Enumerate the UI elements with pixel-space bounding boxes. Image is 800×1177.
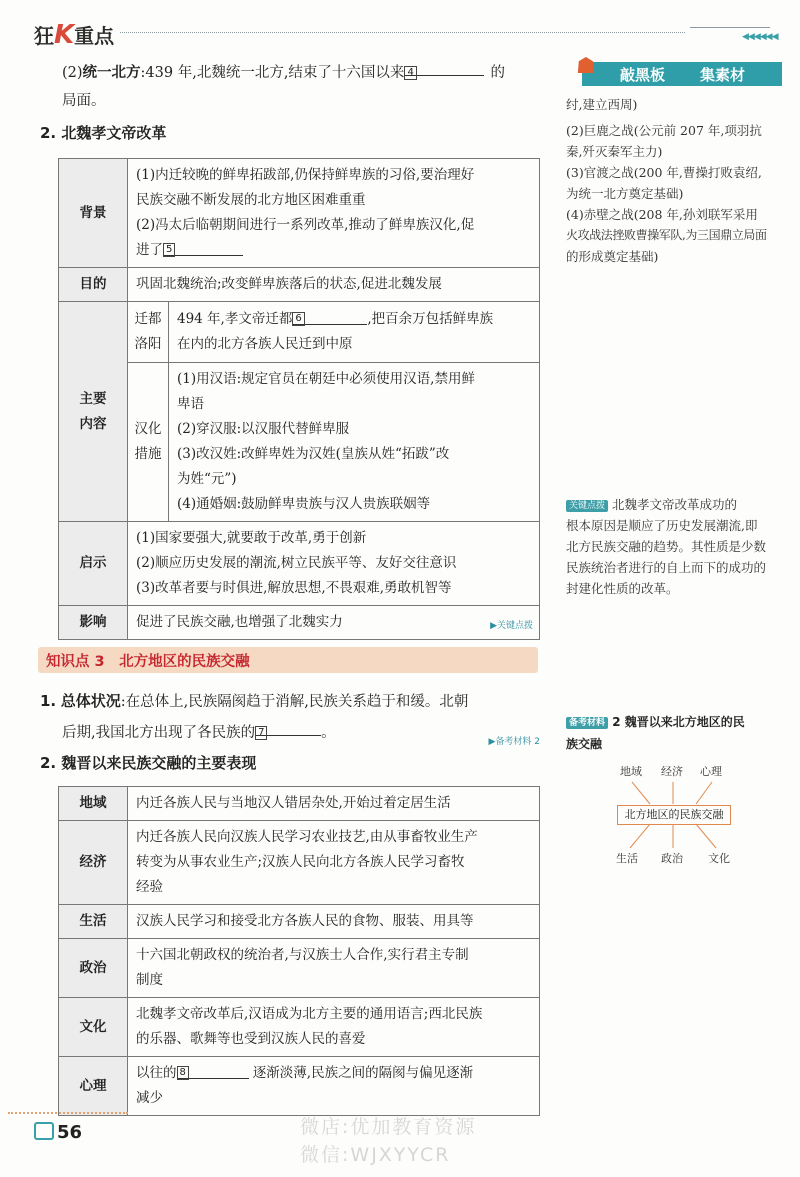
material-line: 纣,建立西周) (566, 97, 638, 112)
arrow-strip-icon: ◀◀◀◀◀◀ (742, 32, 778, 42)
fill-blank-8[interactable]: 8 (177, 1061, 249, 1079)
knowledge-point-banner (38, 647, 538, 673)
sidebar-material-list (566, 94, 786, 267)
insight-line: (1)国家要强大,就要敢于改革,勇于创新 (136, 530, 367, 546)
sidebar-head-subtitle: 集素材 (700, 66, 746, 84)
life-text: 汉族人民学习和接受北方各族人民的食物、服装、用具等 (128, 905, 540, 939)
key-point-tag: 关键点拨 (566, 500, 608, 512)
teacher-icon: ☗ (576, 54, 596, 79)
background-line: 民族交融不断发展的北方地区困难重重 (136, 192, 366, 208)
label-region: 地域 (59, 787, 128, 821)
diagram-node-politics: 政治 (661, 852, 683, 865)
diagram-node-life: 生活 (616, 852, 638, 865)
section-title-reform: 2. 北魏孝文帝改革 (40, 124, 167, 142)
diagram-node-economy: 经济 (661, 765, 683, 778)
mentality-line: 减少 (136, 1090, 163, 1106)
fusion-row (59, 939, 540, 998)
insight-line: (2)顺应历史发展的潮流,树立民族平等、友好交往意识 (136, 555, 457, 571)
han-line: 为姓“元”) (177, 471, 237, 487)
mentality-line: 以往的 8 逐渐淡薄,民族之间的隔阂与偏见逐渐 (136, 1061, 531, 1086)
background-line: (2)冯太后临朝期间进行一系列改革,推动了鲜卑族汉化,促 (136, 217, 475, 233)
label-culture: 文化 (59, 998, 128, 1057)
key-point-link[interactable]: ▶关键点拨 (490, 621, 533, 631)
label-economy: 经济 (59, 821, 128, 905)
key-point-line: 封建化性质的改革。 (566, 581, 679, 596)
label-insight: 启示 (59, 522, 128, 606)
diagram-center-node: 北方地区的民族交融 (617, 805, 731, 825)
culture-line: 的乐器、歌舞等也受到汉族人民的喜爱 (136, 1031, 366, 1047)
row-background (59, 159, 540, 268)
fusion-table (58, 786, 540, 1116)
move-line: 494 年,孝文帝迁都 6 ,把百余万包括鲜卑族 (177, 307, 531, 332)
material-line: 为统一北方奠定基础) (566, 186, 684, 201)
sidebar-header (576, 54, 782, 86)
label-life: 生活 (59, 905, 128, 939)
purpose-text: 巩固北魏统治;改变鲜卑族落后的状态,促进北魏发展 (128, 268, 540, 302)
footer-divider (8, 1112, 128, 1114)
diagram-node-culture: 文化 (708, 852, 730, 865)
han-line: 卑语 (177, 396, 204, 412)
fusion-row (59, 821, 540, 905)
header-divider (120, 32, 685, 33)
material-line: 秦,歼灭秦军主力) (566, 144, 663, 159)
page-header (0, 0, 800, 56)
fill-blank-7[interactable]: 7 (255, 718, 321, 736)
material-line: (4)赤壁之战(208 年,孙刘联军采用 (566, 207, 758, 222)
label-politics: 政治 (59, 939, 128, 998)
fusion-row (59, 998, 540, 1057)
economy-line: 内迁各族人民向汉族人民学习农业技艺,由从事畜牧业生产 (136, 829, 478, 845)
key-point-note: 关键点拨 北魏孝文帝改革成功的 根本原因是顺应了历史发展潮流,即 北方民族交融的趋势。其性质是少数 民族统治者进行的自上而下的成功的 封建化性质的改革。 (566, 494, 786, 599)
background-line: 进了 5 (136, 238, 531, 263)
diagram-node-mentality: 心理 (700, 765, 722, 778)
unification-paragraph-end: 局面。 (62, 93, 106, 109)
material-line: (3)官渡之战(200 年,曹操打败袁绍, (566, 165, 762, 180)
background-line: (1)内迁较晚的鲜卑拓跋部,仍保持鲜卑族的习俗,要治理好 (136, 167, 475, 183)
exam-material-link[interactable]: ▶备考材料 2 (488, 737, 540, 747)
han-line: (2)穿汉服:以汉服代替鲜卑服 (177, 421, 350, 437)
key-point-line: 民族统治者进行的自上而下的成功的 (566, 560, 767, 575)
politics-line: 十六国北朝政权的统治者,与汉族士人合作,实行君主专制 (136, 947, 469, 963)
watermark-wechat: 微信:WJXYYCR (300, 1144, 451, 1166)
label-mentality: 心理 (59, 1057, 128, 1116)
han-line: (4)通婚姻:鼓励鲜卑贵族与汉人贵族联姻等 (177, 496, 431, 512)
watermark-shop: 微店:优加教育资源 (300, 1116, 477, 1138)
row-content-move (59, 302, 540, 363)
general-situation-paragraph: 1. 总体状况:在总体上,民族隔阂趋于消解,民族关系趋于和缓。北朝 (40, 692, 469, 710)
reform-table (58, 158, 540, 640)
culture-line: 北魏孝文帝改革后,汉语成为北方主要的通用语言;西北民族 (136, 1006, 483, 1022)
politics-line: 制度 (136, 972, 163, 988)
insight-line: (3)改革者要与时俱进,解放思想,不畏艰难,勇敢机智等 (136, 580, 452, 596)
unification-paragraph: (2)统一北方:439 年,北魏统一北方,结束了十六国以来 4 的 (62, 58, 552, 88)
row-content-han (59, 363, 540, 522)
fusion-row (59, 905, 540, 939)
diagram-node-region: 地域 (620, 765, 642, 778)
label-background: 背景 (59, 159, 128, 268)
impact-text: 促进了民族交融,也增强了北魏实力 (136, 614, 343, 630)
general-situation-line2: 后期,我国北方出现了各民族的 7 。 ▶备考材料 2 (62, 718, 540, 748)
label-main-content: 主要 内容 (59, 302, 128, 522)
key-point-line: 北方民族交融的趋势。其性质是少数 (566, 539, 767, 554)
header-rule (690, 27, 770, 28)
section-title-fusion: 2. 魏晋以来民族交融的主要表现 (40, 754, 257, 772)
label-impact: 影响 (59, 606, 128, 640)
key-point-line: 根本原因是顺应了历史发展潮流,即 (566, 518, 758, 533)
fusion-row (59, 1057, 540, 1116)
book-icon (34, 1122, 54, 1140)
material-line: 的形成奠定基础) (566, 249, 659, 264)
material-line: (2)巨鹿之战(公元前 207 年,项羽抗 (566, 123, 762, 138)
han-line: (1)用汉语:规定官员在朝廷中必须使用汉语,禁用鲜 (177, 371, 475, 387)
economy-line: 经验 (136, 879, 163, 895)
brand-logo: 狂K重点 (34, 20, 115, 50)
economy-line: 转变为从事农业生产;汉族人民向北方各族人民学习畜牧 (136, 854, 465, 870)
label-han-measures: 汉化 措施 (128, 363, 169, 522)
fusion-row (59, 787, 540, 821)
row-insight (59, 522, 540, 606)
region-text: 内迁各族人民与当地汉人错居杂处,开始过着定居生活 (128, 787, 540, 821)
knowledge-point-title: 知识点 3 北方地区的民族交融 (46, 654, 250, 670)
move-line: 在内的北方各族人民迁到中原 (177, 336, 353, 352)
page-number: 56 (34, 1122, 82, 1143)
han-line: (3)改汉姓:改鲜卑姓为汉姓(皇族从姓“拓跋”改 (177, 446, 450, 462)
row-impact (59, 606, 540, 640)
fill-blank-4[interactable]: 4 (404, 58, 484, 76)
label-move-capital: 迁都 洛阳 (128, 302, 169, 363)
exam-material-heading: 备考材料 2 魏晋以来北方地区的民 族交融 (566, 715, 745, 751)
fill-blank-6[interactable]: 6 (292, 307, 367, 325)
label-purpose: 目的 (59, 268, 128, 302)
fill-blank-5[interactable]: 5 (163, 238, 243, 256)
exam-material-tag: 备考材料 (566, 717, 608, 729)
sidebar-head-title: 敲黑板 (620, 66, 666, 84)
row-purpose (59, 268, 540, 302)
material-line: 火攻战法挫败曹操军队,为三国鼎立局面 (566, 228, 767, 242)
